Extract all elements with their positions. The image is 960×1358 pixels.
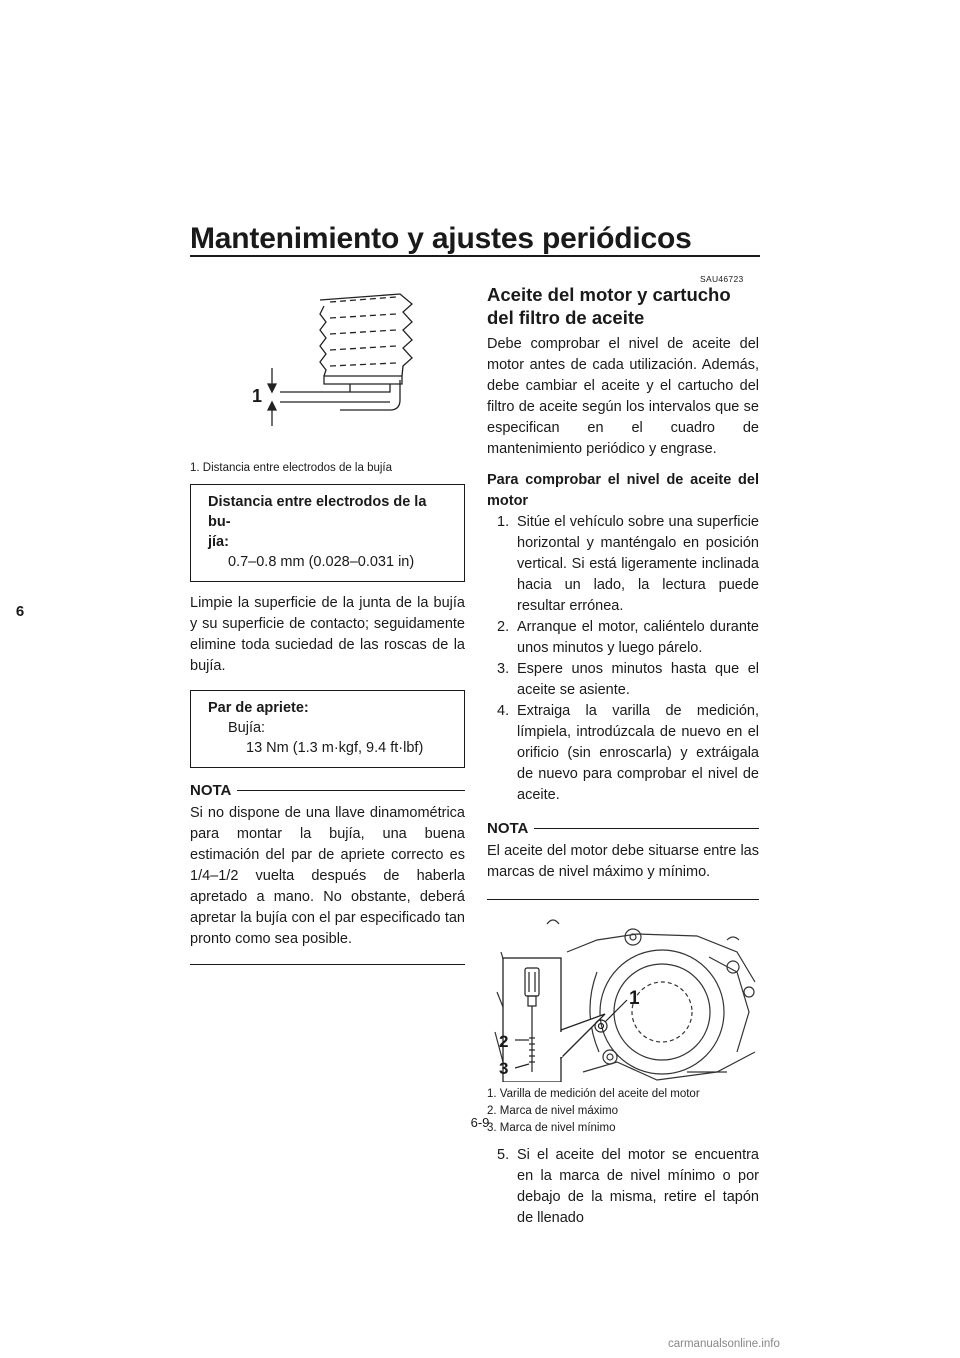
note-block-left xyxy=(190,782,465,965)
figure2-callout-2: 2 xyxy=(499,1032,509,1051)
note-block-right xyxy=(487,820,759,900)
figure2-callout-3: 3 xyxy=(499,1059,509,1078)
page-number: 6-9 xyxy=(470,1115,490,1130)
figure2-callout-1: 1 xyxy=(629,988,640,1009)
steps-list-continued xyxy=(487,1145,759,1229)
spec-heading: Distancia entre electrodos de la bu- jía: xyxy=(208,494,427,550)
section-title: Aceite del motor y cartucho del filtro de aceite xyxy=(487,284,731,328)
list-item: 5. Si el aceite del motor se encuentra en la marca de nivel mínimo o por debajo de la misma, retire el tapón de llenado xyxy=(497,1147,759,1226)
engine-dipstick-figure xyxy=(487,912,759,1082)
subheading: Para comprobar el nivel de aceite del motor xyxy=(487,472,759,509)
figure2-caption: 1. Varilla de medición del aceite del motor xyxy=(487,1088,700,1100)
note-title: NOTA xyxy=(487,820,529,837)
figure2-caption: 2. Marca de nivel máximo xyxy=(487,1105,619,1117)
torque-item: Bujía: xyxy=(228,720,266,736)
figure1-caption: 1. Distancia entre electrodos de la bujía xyxy=(190,462,393,474)
title-rule xyxy=(190,255,760,257)
spec-value: 0.7–0.8 mm (0.028–0.031 in) xyxy=(228,554,415,570)
steps-list xyxy=(487,512,759,806)
page-title: Mantenimiento y ajustes periódicos xyxy=(190,222,692,255)
torque-heading: Par de apriete: xyxy=(208,700,309,716)
figure2-caption: 3. Marca de nivel mínimo xyxy=(487,1122,616,1134)
list-item: 1. Sitúe el vehículo sobre una superficie horizontal y manténgalo en posición vertical. Si está ligeramente inclinada hacia un lado, la lectura puede resultar errónea. xyxy=(497,514,759,614)
note-text: El aceite del motor debe situarse entre las marcas de nivel máximo y mínimo. xyxy=(487,843,759,880)
left-column xyxy=(190,288,465,965)
section-code: SAU46723 xyxy=(700,274,744,284)
spark-plug-gap-spec xyxy=(190,484,465,582)
right-column xyxy=(487,283,759,1229)
cleaning-paragraph: Limpie la superficie de la junta de la bujía y su superficie de contacto; seguidamente elimine toda suciedad de las roscas de la bujía. xyxy=(190,595,465,674)
spark-plug-gap-figure xyxy=(190,288,465,438)
note-title: NOTA xyxy=(190,782,232,799)
list-item: 2. Arranque el motor, caliéntelo durante unos minutos y luego párelo. xyxy=(497,619,759,656)
intro-paragraph: Debe comprobar el nivel de aceite del motor antes de cada utilización. Además, debe cambiar el aceite y el cartucho del filtro de aceite según los intervalos que se especifican en el cuadro de mantenimiento periódico y engrase. xyxy=(487,336,759,457)
chapter-number: 6 xyxy=(15,603,25,620)
torque-spec xyxy=(190,690,465,768)
list-item: 3. Espere unos minutos hasta que el aceite se asiente. xyxy=(497,661,759,698)
watermark: carmanualsonline.info xyxy=(668,1338,780,1350)
note-text: Si no dispone de una llave dinamométrica para montar la bujía, una buena estimación del par de apriete correcto es 1/4–1/2 vuelta después de haberla apretado a mano. No obstante, deberá apretar la bujía con el par especificado tan pronto como sea posible. xyxy=(190,805,465,947)
list-item: 4. Extraiga la varilla de medición, límpiela, introdúzcala de nuevo en el orificio (sin enroscarla) y extráigala de nuevo para comprobar el nivel de aceite. xyxy=(497,703,759,803)
figure1-callout: 1 xyxy=(252,386,263,406)
figure2-captions xyxy=(487,1086,759,1137)
torque-value: 13 Nm (1.3 m·kgf, 9.4 ft·lbf) xyxy=(246,740,424,756)
